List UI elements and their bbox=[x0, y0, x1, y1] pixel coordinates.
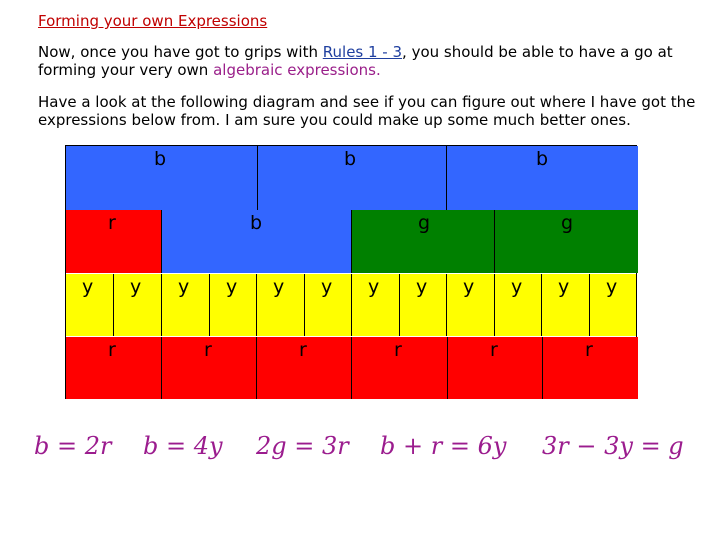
block-b bbox=[447, 146, 638, 210]
block-label: y bbox=[321, 276, 333, 298]
block-label: b bbox=[154, 148, 167, 170]
block-label: y bbox=[416, 276, 428, 298]
row-r bbox=[66, 337, 636, 399]
block-y bbox=[400, 274, 447, 336]
block-label: g bbox=[418, 212, 431, 234]
algebraic-expressions-highlight: algebraic expressions. bbox=[213, 61, 381, 79]
block-label: y bbox=[368, 276, 380, 298]
block-y bbox=[447, 274, 495, 336]
block-r bbox=[448, 337, 543, 399]
block-y bbox=[495, 274, 542, 336]
block-y bbox=[114, 274, 162, 336]
block-y bbox=[162, 274, 210, 336]
block-r bbox=[162, 337, 257, 399]
block-r bbox=[352, 337, 448, 399]
block-label: b bbox=[536, 148, 549, 170]
block-g bbox=[495, 210, 638, 273]
rules-link[interactable]: Rules 1 - 3 bbox=[322, 43, 403, 61]
intro-text-mid: , you should be able to have a go at forming your very own bbox=[38, 43, 673, 79]
block-label: r bbox=[299, 339, 307, 361]
block-y bbox=[257, 274, 305, 336]
expression: 3r − 3y = g bbox=[542, 432, 684, 460]
block-y bbox=[210, 274, 257, 336]
expression: 2g = 3r bbox=[256, 432, 349, 460]
block-g bbox=[352, 210, 495, 273]
block-label: y bbox=[82, 276, 94, 298]
block-label: g bbox=[561, 212, 574, 234]
page-title: Forming your own Expressions bbox=[38, 12, 268, 30]
row-b bbox=[66, 146, 636, 211]
block-label: y bbox=[178, 276, 190, 298]
block-label: r bbox=[108, 339, 116, 361]
block-label: b bbox=[344, 148, 357, 170]
block-label: r bbox=[394, 339, 402, 361]
block-y bbox=[590, 274, 636, 336]
block-label: y bbox=[606, 276, 618, 298]
bar-model-diagram bbox=[65, 145, 637, 399]
block-label: y bbox=[130, 276, 142, 298]
expression: b = 2r bbox=[34, 432, 112, 460]
block-label: r bbox=[108, 212, 116, 234]
block-label: y bbox=[511, 276, 523, 298]
block-r bbox=[66, 337, 162, 399]
block-r bbox=[66, 210, 162, 273]
row-y bbox=[66, 274, 636, 338]
block-y bbox=[305, 274, 352, 336]
block-label: r bbox=[585, 339, 593, 361]
block-b bbox=[258, 146, 447, 210]
block-label: y bbox=[558, 276, 570, 298]
block-label: b bbox=[250, 212, 263, 234]
block-y bbox=[352, 274, 400, 336]
intro-paragraph bbox=[38, 43, 698, 79]
block-r bbox=[257, 337, 352, 399]
block-label: y bbox=[273, 276, 285, 298]
block-b bbox=[66, 146, 258, 210]
block-label: y bbox=[463, 276, 475, 298]
block-label: r bbox=[490, 339, 498, 361]
block-label: r bbox=[204, 339, 212, 361]
intro-text-start: Now, once you have got to grips with bbox=[38, 43, 323, 61]
block-label: y bbox=[226, 276, 238, 298]
block-b bbox=[162, 210, 352, 273]
row-mixed bbox=[66, 210, 636, 275]
block-y bbox=[66, 274, 114, 336]
instruction-paragraph: Have a look at the following diagram and see if you can figure out where I have got the expressions below from. I am sure you could make up some much better ones. bbox=[38, 93, 696, 129]
block-r bbox=[543, 337, 638, 399]
block-y bbox=[542, 274, 590, 336]
expression: b + r = 6y bbox=[380, 432, 507, 460]
expression: b = 4y bbox=[143, 432, 223, 460]
